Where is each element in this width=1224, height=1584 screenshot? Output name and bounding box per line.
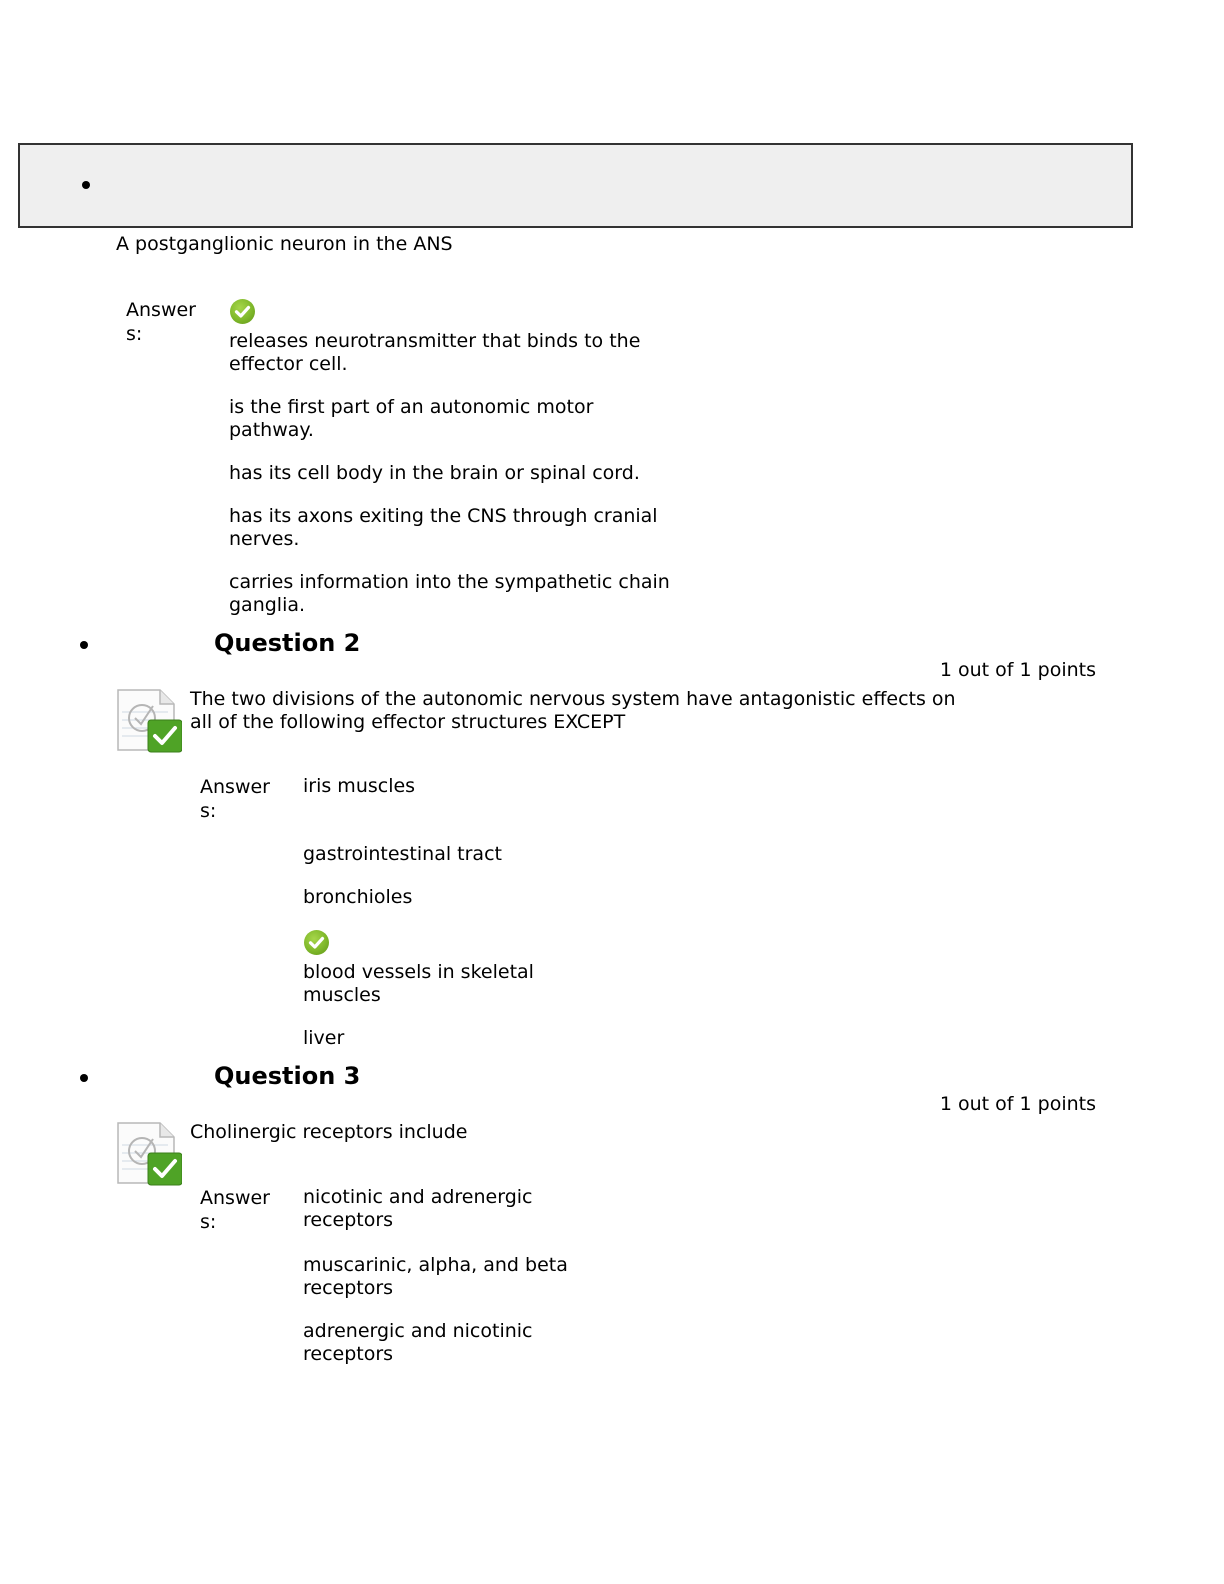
answer-option[interactable]: liver	[303, 1027, 345, 1049]
list-bullet	[80, 641, 88, 649]
graded-correct-icon	[116, 1121, 182, 1187]
graded-correct-icon	[116, 688, 182, 754]
answer-option[interactable]: carries information into the sympathetic chain ganglia.	[229, 571, 670, 616]
answer-option[interactable]: muscarinic, alpha, and beta receptors	[303, 1254, 568, 1299]
question-3-text: Cholinergic receptors include	[190, 1121, 468, 1143]
answer-option[interactable]: bronchioles	[303, 886, 413, 908]
answer-option[interactable]: adrenergic and nicotinic receptors	[303, 1320, 533, 1365]
correct-answer-check-icon	[230, 299, 255, 324]
answers-label: Answer s:	[200, 776, 270, 822]
question-1-text: A postganglionic neuron in the ANS	[116, 233, 453, 255]
question-2-text: The two divisions of the autonomic nervous system have antagonistic effects on all of the following effector structures EXCEPT	[190, 688, 956, 733]
list-bullet	[80, 1074, 88, 1082]
answers-label: Answer s:	[126, 299, 196, 345]
answers-label: Answer s:	[200, 1187, 270, 1233]
question-1-header	[18, 143, 1133, 228]
question-2-title: Question 2	[214, 629, 361, 657]
answer-option[interactable]: blood vessels in skeletal muscles	[303, 961, 534, 1006]
question-3-points: 1 out of 1 points	[939, 1093, 1096, 1115]
answer-option[interactable]: releases neurotransmitter that binds to the effector cell.	[229, 330, 641, 375]
question-2-points: 1 out of 1 points	[939, 659, 1096, 681]
answer-option[interactable]: is the first part of an autonomic motor pathway.	[229, 396, 594, 441]
answer-option[interactable]: has its cell body in the brain or spinal cord.	[229, 462, 640, 484]
question-3-title: Question 3	[214, 1062, 361, 1090]
correct-answer-check-icon	[304, 930, 329, 955]
list-bullet	[82, 181, 90, 189]
answer-option[interactable]: gastrointestinal tract	[303, 843, 502, 865]
answer-option[interactable]: iris muscles	[303, 775, 416, 797]
answer-option[interactable]: has its axons exiting the CNS through cranial nerves.	[229, 505, 658, 550]
answer-option[interactable]: nicotinic and adrenergic receptors	[303, 1186, 533, 1231]
